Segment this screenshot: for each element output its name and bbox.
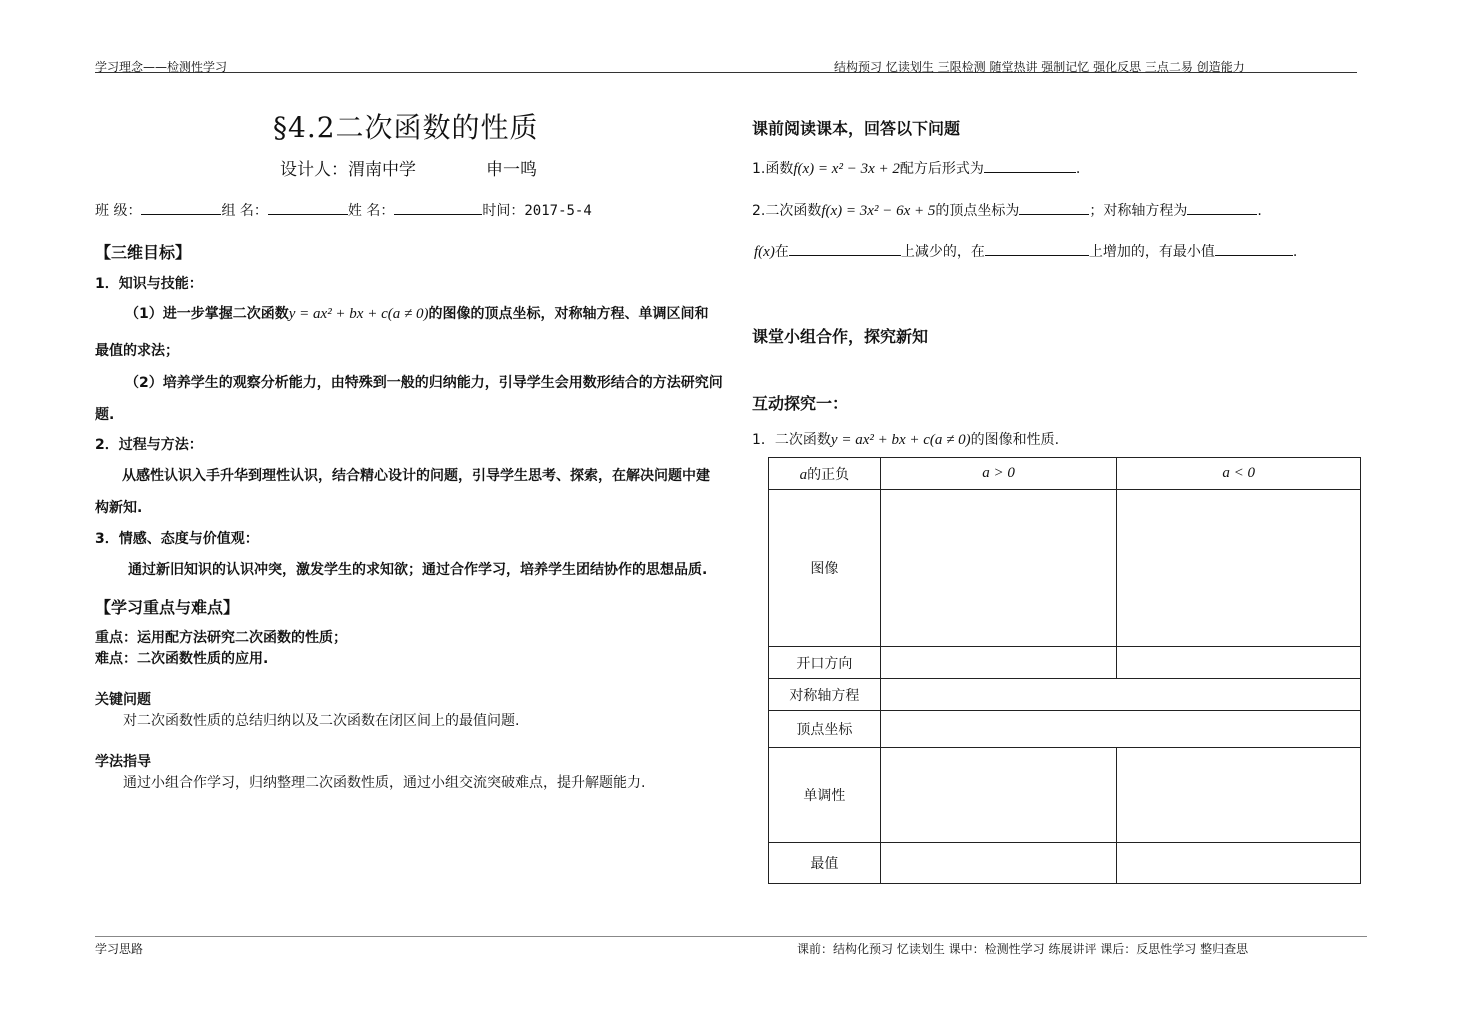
table-row bbox=[769, 647, 1361, 679]
class-label: 班 级： bbox=[95, 203, 142, 219]
footer-right: 课前：结构化预习 忆读划生 课中：检测性学习 练展讲评 课后：反思性学习 整归查思 bbox=[797, 942, 1249, 956]
difficulty: 难点：二次函数性质的应用. bbox=[95, 651, 269, 667]
goal2-heading: 2．过程与方法： bbox=[95, 437, 203, 453]
row-label-vertex: 顶点坐标 bbox=[769, 711, 881, 748]
row-label-extremum: 最值 bbox=[769, 843, 881, 884]
name-label: 姓 名： bbox=[347, 203, 395, 219]
answer-cell[interactable] bbox=[880, 490, 1117, 647]
answer-cell[interactable] bbox=[1117, 748, 1361, 843]
method-heading: 学法指导 bbox=[95, 754, 151, 770]
method-text: 通过小组合作学习，归纳整理二次函数性质，通过小组交流突破难点，提升解题能力. bbox=[123, 775, 646, 791]
table-row bbox=[769, 490, 1361, 647]
table-row bbox=[769, 679, 1361, 711]
goal1-item2: （2）培养学生的观察分析能力，由特殊到一般的归纳能力，引导学生会用数形结合的方法研究问 bbox=[125, 375, 723, 391]
question-1: 1.函数f(x) = x² − 3x + 2配方后形式为 . bbox=[752, 158, 1080, 178]
name-field[interactable] bbox=[394, 200, 482, 215]
properties-table bbox=[768, 457, 1361, 884]
answer-blank[interactable] bbox=[1187, 200, 1257, 215]
row-label-monotonicity: 单调性 bbox=[769, 748, 881, 843]
answer-cell[interactable] bbox=[1117, 843, 1361, 884]
goal2-text-cont: 构新知. bbox=[95, 500, 143, 516]
student-info-row bbox=[95, 200, 592, 220]
answer-cell[interactable] bbox=[880, 679, 1360, 711]
issue-text: 对二次函数性质的总结归纳以及二次函数在闭区间上的最值问题. bbox=[123, 713, 520, 729]
answer-cell[interactable] bbox=[880, 647, 1117, 679]
row-label-axis: 对称轴方程 bbox=[769, 679, 881, 711]
group-label: 组 名： bbox=[221, 203, 268, 219]
question-3: f(x)在 上减少的，在 上增加的，有最小值 . bbox=[754, 241, 1297, 261]
formula: y = ax² + bx + c(a ≠ 0) bbox=[830, 432, 971, 448]
answer-blank[interactable] bbox=[789, 241, 901, 256]
answer-blank[interactable] bbox=[1019, 200, 1089, 215]
explore-heading: 互动探究一： bbox=[752, 394, 849, 413]
designer-name: 申一鸣 bbox=[486, 160, 537, 180]
answer-cell[interactable] bbox=[880, 711, 1360, 748]
answer-cell[interactable] bbox=[1117, 647, 1361, 679]
class-field[interactable] bbox=[141, 200, 221, 215]
preread-heading: 课前阅读课本，回答以下问题 bbox=[752, 119, 961, 138]
header-left: 学习理念——检测性学习 bbox=[95, 60, 228, 74]
formula: f(x) = 3x² − 6x + 5 bbox=[821, 203, 936, 219]
goal1-item1-cont: 最值的求法； bbox=[95, 343, 179, 359]
question-2: 2.二次函数f(x) = 3x² − 6x + 5的顶点坐标为 ；对称轴方程为 . bbox=[752, 200, 1262, 220]
explore-question: 1．二次函数y = ax² + bx + c(a ≠ 0)的图像和性质. bbox=[752, 432, 1060, 448]
goal1-item1: （1）进一步掌握二次函数y = ax² + bx + c(a ≠ 0)的图像的顶点坐标，对称轴方程、单调区间和 bbox=[125, 306, 709, 322]
goal3-text: 通过新旧知识的认识冲突，激发学生的求知欲；通过合作学习，培养学生团结协作的思想品质. bbox=[128, 562, 708, 578]
header-cell-sign: a的正负 bbox=[769, 458, 881, 490]
footer-rule bbox=[95, 936, 1367, 937]
key-heading: 【学习重点与难点】 bbox=[95, 598, 240, 617]
answer-blank[interactable] bbox=[1215, 241, 1293, 256]
answer-blank[interactable] bbox=[984, 158, 1076, 173]
header-rule bbox=[95, 72, 1357, 73]
header-cell-negative: a < 0 bbox=[1117, 458, 1361, 490]
header-right: 结构预习 忆读划生 三限检测 随堂热讲 强制记忆 强化反思 三点二易 创造能力 bbox=[834, 60, 1245, 74]
table-row bbox=[769, 748, 1361, 843]
goal2-text: 从感性认识入手升华到理性认识，结合精心设计的问题，引导学生思考、探索，在解决问题中建 bbox=[122, 468, 710, 484]
footer-left: 学习思路 bbox=[95, 942, 144, 956]
formula: y = ax² + bx + c(a ≠ 0) bbox=[288, 306, 429, 322]
answer-cell[interactable] bbox=[880, 748, 1117, 843]
issue-heading: 关键问题 bbox=[95, 692, 151, 708]
header-cell-positive: a > 0 bbox=[880, 458, 1117, 490]
row-label-graph: 图像 bbox=[769, 490, 881, 647]
table-header-row bbox=[769, 458, 1361, 490]
answer-blank[interactable] bbox=[985, 241, 1089, 256]
row-label-opening: 开口方向 bbox=[769, 647, 881, 679]
answer-cell[interactable] bbox=[880, 843, 1117, 884]
page-title: §4.2二次函数的性质 bbox=[273, 111, 539, 144]
table-row bbox=[769, 843, 1361, 884]
group-heading: 课堂小组合作，探究新知 bbox=[752, 327, 929, 346]
time-value: 2017-5-4 bbox=[524, 203, 592, 219]
designer-label: 设计人：渭南中学 bbox=[280, 160, 416, 180]
answer-cell[interactable] bbox=[1117, 490, 1361, 647]
key-point: 重点：运用配方法研究二次函数的性质； bbox=[95, 630, 347, 646]
goal3-heading: 3．情感、态度与价值观： bbox=[95, 531, 259, 547]
time-label: 时间： bbox=[482, 203, 525, 219]
group-field[interactable] bbox=[268, 200, 348, 215]
table-row bbox=[769, 711, 1361, 748]
goal1-item2-cont: 题. bbox=[95, 407, 115, 423]
formula: f(x) = x² − 3x + 2 bbox=[793, 161, 900, 177]
goal1-heading: 1．知识与技能： bbox=[95, 276, 203, 292]
goals-heading: 【三维目标】 bbox=[95, 243, 192, 262]
